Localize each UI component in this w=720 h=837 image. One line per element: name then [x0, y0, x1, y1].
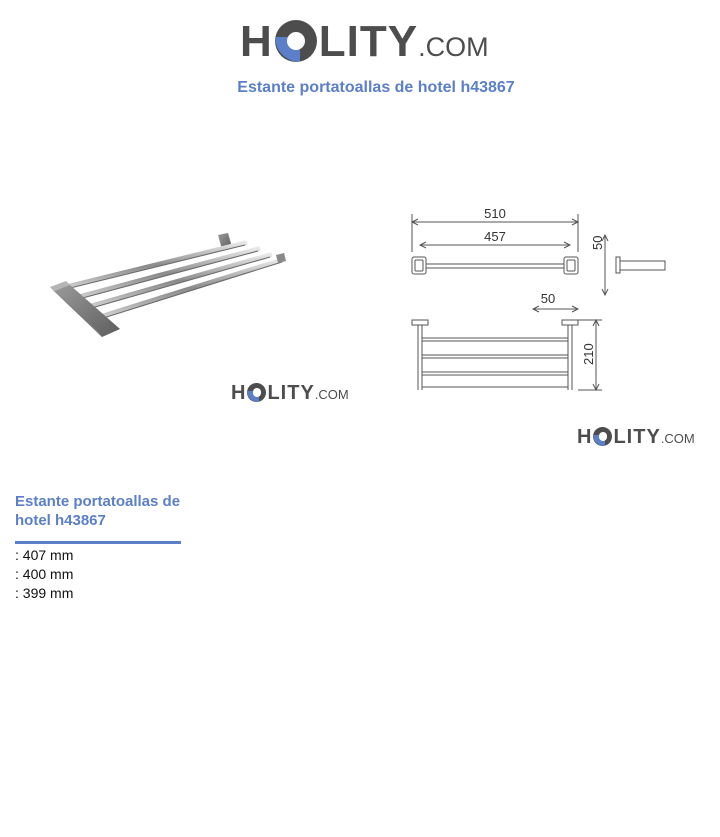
site-logo[interactable] [240, 14, 489, 69]
dim-mount-depth: 50 [540, 291, 556, 306]
photo-logo [231, 380, 349, 405]
dim-total-width: 510 [484, 206, 506, 221]
dim-depth: 50 [590, 235, 605, 250]
drawing-logo [577, 424, 695, 449]
spec-line: : 407 mm [15, 547, 74, 563]
logo-o-icon [275, 20, 317, 62]
spec-list [15, 546, 73, 603]
logo-text-com: .COM [660, 431, 695, 446]
dim-height: 210 [581, 343, 596, 365]
logo-o-icon [593, 427, 612, 446]
dim-inner-width: 457 [484, 229, 506, 244]
logo-text-h: H [577, 426, 593, 448]
logo-text-h: H [240, 17, 273, 66]
logo-text-lity: LITY [318, 17, 419, 66]
technical-drawing [400, 200, 680, 400]
spec-line: : 399 mm [15, 585, 74, 601]
logo-text-h: H [231, 382, 247, 404]
spec-line: : 400 mm [15, 566, 74, 582]
logo-text-lity: LITY [613, 426, 661, 448]
title-divider [15, 541, 181, 544]
page-title: Estante portatoallas de hotel h43867 [237, 79, 515, 96]
logo-text-com: .COM [418, 32, 489, 62]
product-photo [40, 225, 290, 345]
logo-text-com: .COM [314, 387, 349, 402]
product-title: Estante portatoallas de hotel h43867 [15, 493, 181, 529]
logo-o-icon [247, 383, 266, 402]
logo-text-lity: LITY [267, 382, 315, 404]
